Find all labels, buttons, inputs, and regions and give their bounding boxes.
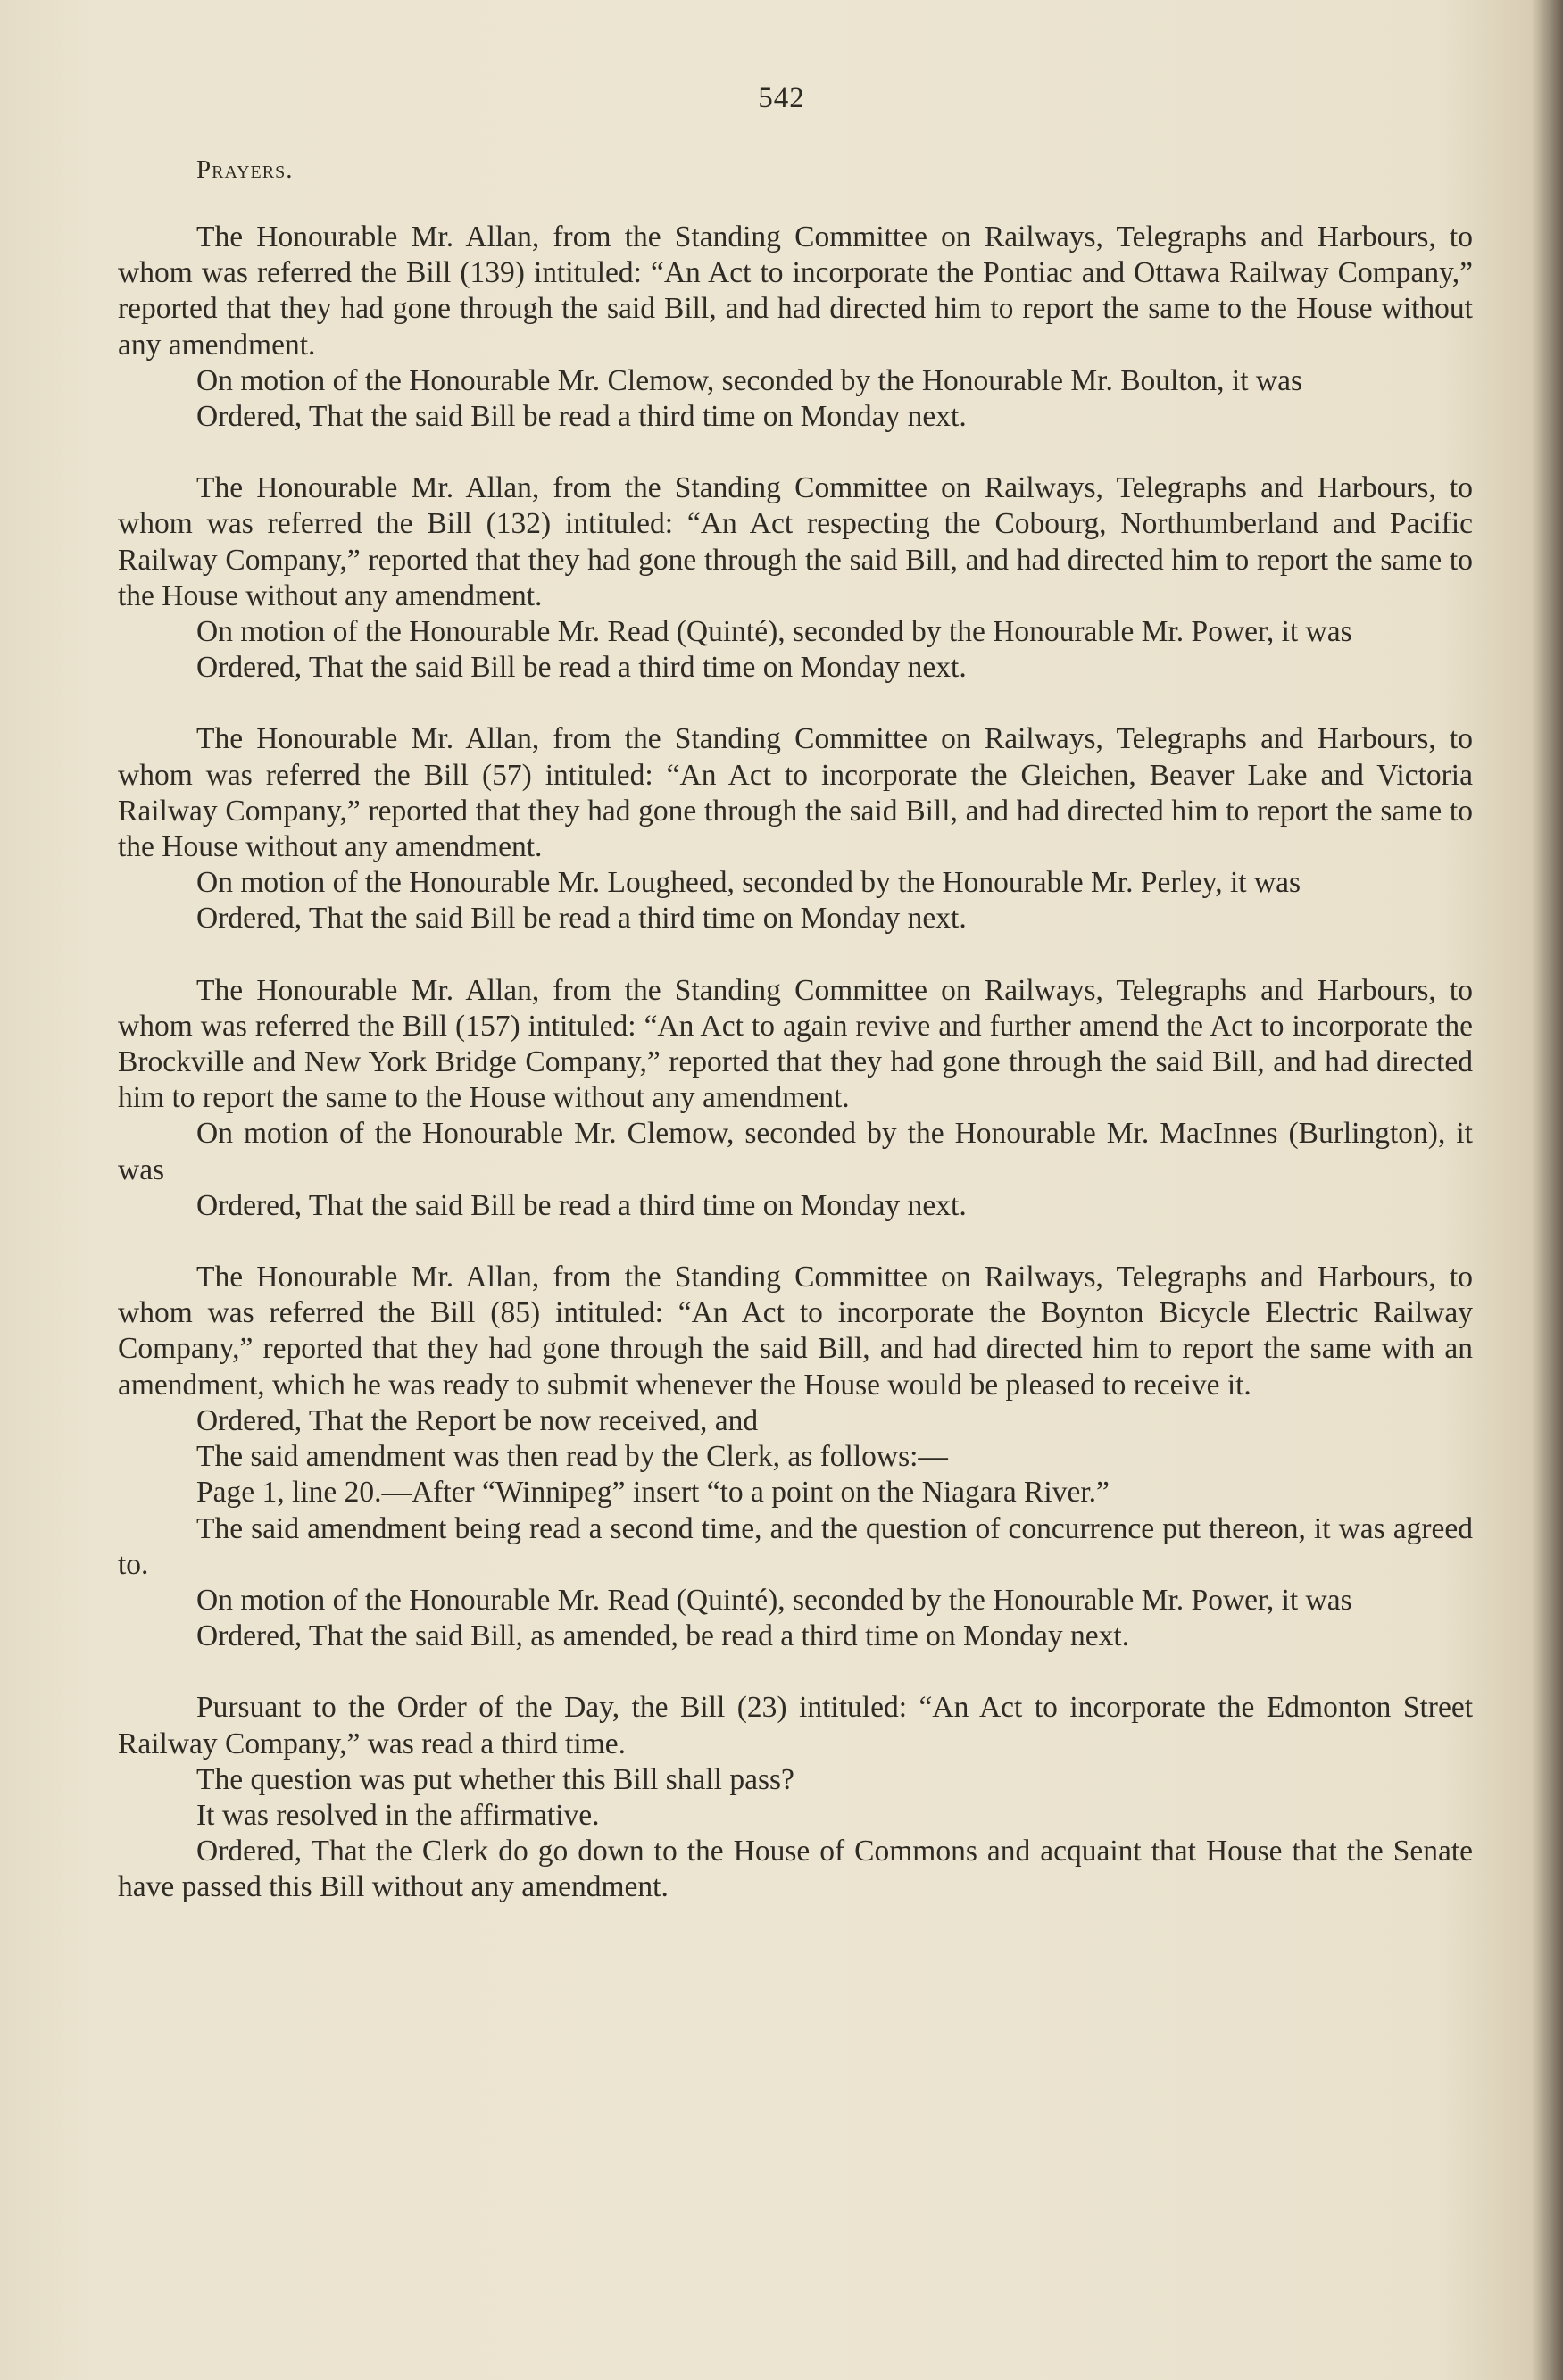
paragraph: The Honourable Mr. Allan, from the Standing Committee on Railways, Telegraphs and Harbours, to whom was referred the Bill (132) intituled: “An Act respecting the Cobourg, Northumberland and Pacific Railway Company,” reported that they had gone through the said Bill, and had directed him to report the same to the House without any amendment. bbox=[118, 471, 1473, 612]
paragraph: On motion of the Honourable Mr. Clemow, seconded by the Honourable Mr. MacInnes (Burlington), it was bbox=[118, 1117, 1473, 1186]
paragraph: Page 1, line 20.—After “Winnipeg” insert “to a point on the Niagara River.” bbox=[196, 1476, 1110, 1510]
entry-pontiac-ottawa bbox=[118, 220, 1473, 435]
paragraph: Ordered, That the said Bill, as amended, be read a third time on Monday next. bbox=[196, 1619, 1130, 1653]
section-heading: Prayers. bbox=[196, 155, 294, 184]
entry-gleichen-beaver-lake bbox=[118, 721, 1473, 936]
paragraph: On motion of the Honourable Mr. Read (Quinté), seconded by the Honourable Mr. Power, it was bbox=[196, 1583, 1352, 1617]
document-body bbox=[118, 220, 1473, 1942]
paragraph: The question was put whether this Bill shall pass? bbox=[196, 1762, 794, 1796]
paragraph: Ordered, That the said Bill be read a third time on Monday next. bbox=[196, 651, 967, 685]
paragraph: The Honourable Mr. Allan, from the Standing Committee on Railways, Telegraphs and Harbours, to whom was referred the Bill (85) intituled: “An Act to incorporate the Boynton Bicycle Electric Railway Company,” reported that they had gone through the said Bill, and had directed him to report the same with an amendment, which he was ready to submit whenever the House would be pleased to receive it. bbox=[118, 1261, 1473, 1402]
paragraph: It was resolved in the affirmative. bbox=[196, 1798, 600, 1832]
paragraph: On motion of the Honourable Mr. Clemow, seconded by the Honourable Mr. Boulton, it was bbox=[196, 363, 1303, 397]
paragraph: On motion of the Honourable Mr. Read (Quinté), seconded by the Honourable Mr. Power, it was bbox=[196, 615, 1352, 649]
paragraph: The said amendment was then read by the Clerk, as follows:— bbox=[196, 1440, 948, 1474]
paragraph: The Honourable Mr. Allan, from the Standing Committee on Railways, Telegraphs and Harbours, to whom was referred the Bill (57) intituled: “An Act to incorporate the Gleichen, Beaver Lake and Victoria Railway Company,” reported that they had gone through the said Bill, and had directed him to report the same to the House without any amendment. bbox=[118, 722, 1473, 864]
paragraph: Ordered, That the Report be now received, and bbox=[196, 1403, 759, 1437]
entry-edmonton-street bbox=[118, 1690, 1473, 1905]
paragraph: Ordered, That the said Bill be read a third time on Monday next. bbox=[196, 400, 967, 434]
paragraph: The Honourable Mr. Allan, from the Standing Committee on Railways, Telegraphs and Harbours, to whom was referred the Bill (157) intituled: “An Act to again revive and further amend the Act to incorporate the Brockville and New York Bridge Company,” reported that they had gone through the said Bill, and had directed him to report the same to the House without any amendment. bbox=[118, 973, 1473, 1115]
entry-boynton-bicycle bbox=[118, 1260, 1473, 1654]
entry-cobourg-northumberland bbox=[118, 470, 1473, 686]
paragraph: Pursuant to the Order of the Day, the Bill (23) intituled: “An Act to incorporate the Edmonton Street Railway Company,” was read a third time. bbox=[118, 1691, 1473, 1760]
page-number: 542 bbox=[758, 82, 805, 114]
paragraph: Ordered, That the said Bill be read a third time on Monday next. bbox=[196, 902, 967, 936]
paragraph: The Honourable Mr. Allan, from the Standing Committee on Railways, Telegraphs and Harbours, to whom was referred the Bill (139) intituled: “An Act to incorporate the Pontiac and Ottawa Railway Company,” reported that they had gone through the said Bill, and had directed him to report the same to the House without any amendment. bbox=[118, 221, 1473, 362]
paragraph: Ordered, That the Clerk do go down to the House of Commons and acquaint that House that the Senate have passed this Bill without any amendment. bbox=[118, 1835, 1473, 1904]
paragraph: Ordered, That the said Bill be read a third time on Monday next. bbox=[196, 1188, 967, 1222]
entry-brockville-new-york bbox=[118, 973, 1473, 1224]
paragraph: The said amendment being read a second time, and the question of concurrence put thereon, it was agreed to. bbox=[118, 1511, 1473, 1581]
paragraph: On motion of the Honourable Mr. Lougheed, seconded by the Honourable Mr. Perley, it was bbox=[196, 866, 1301, 900]
